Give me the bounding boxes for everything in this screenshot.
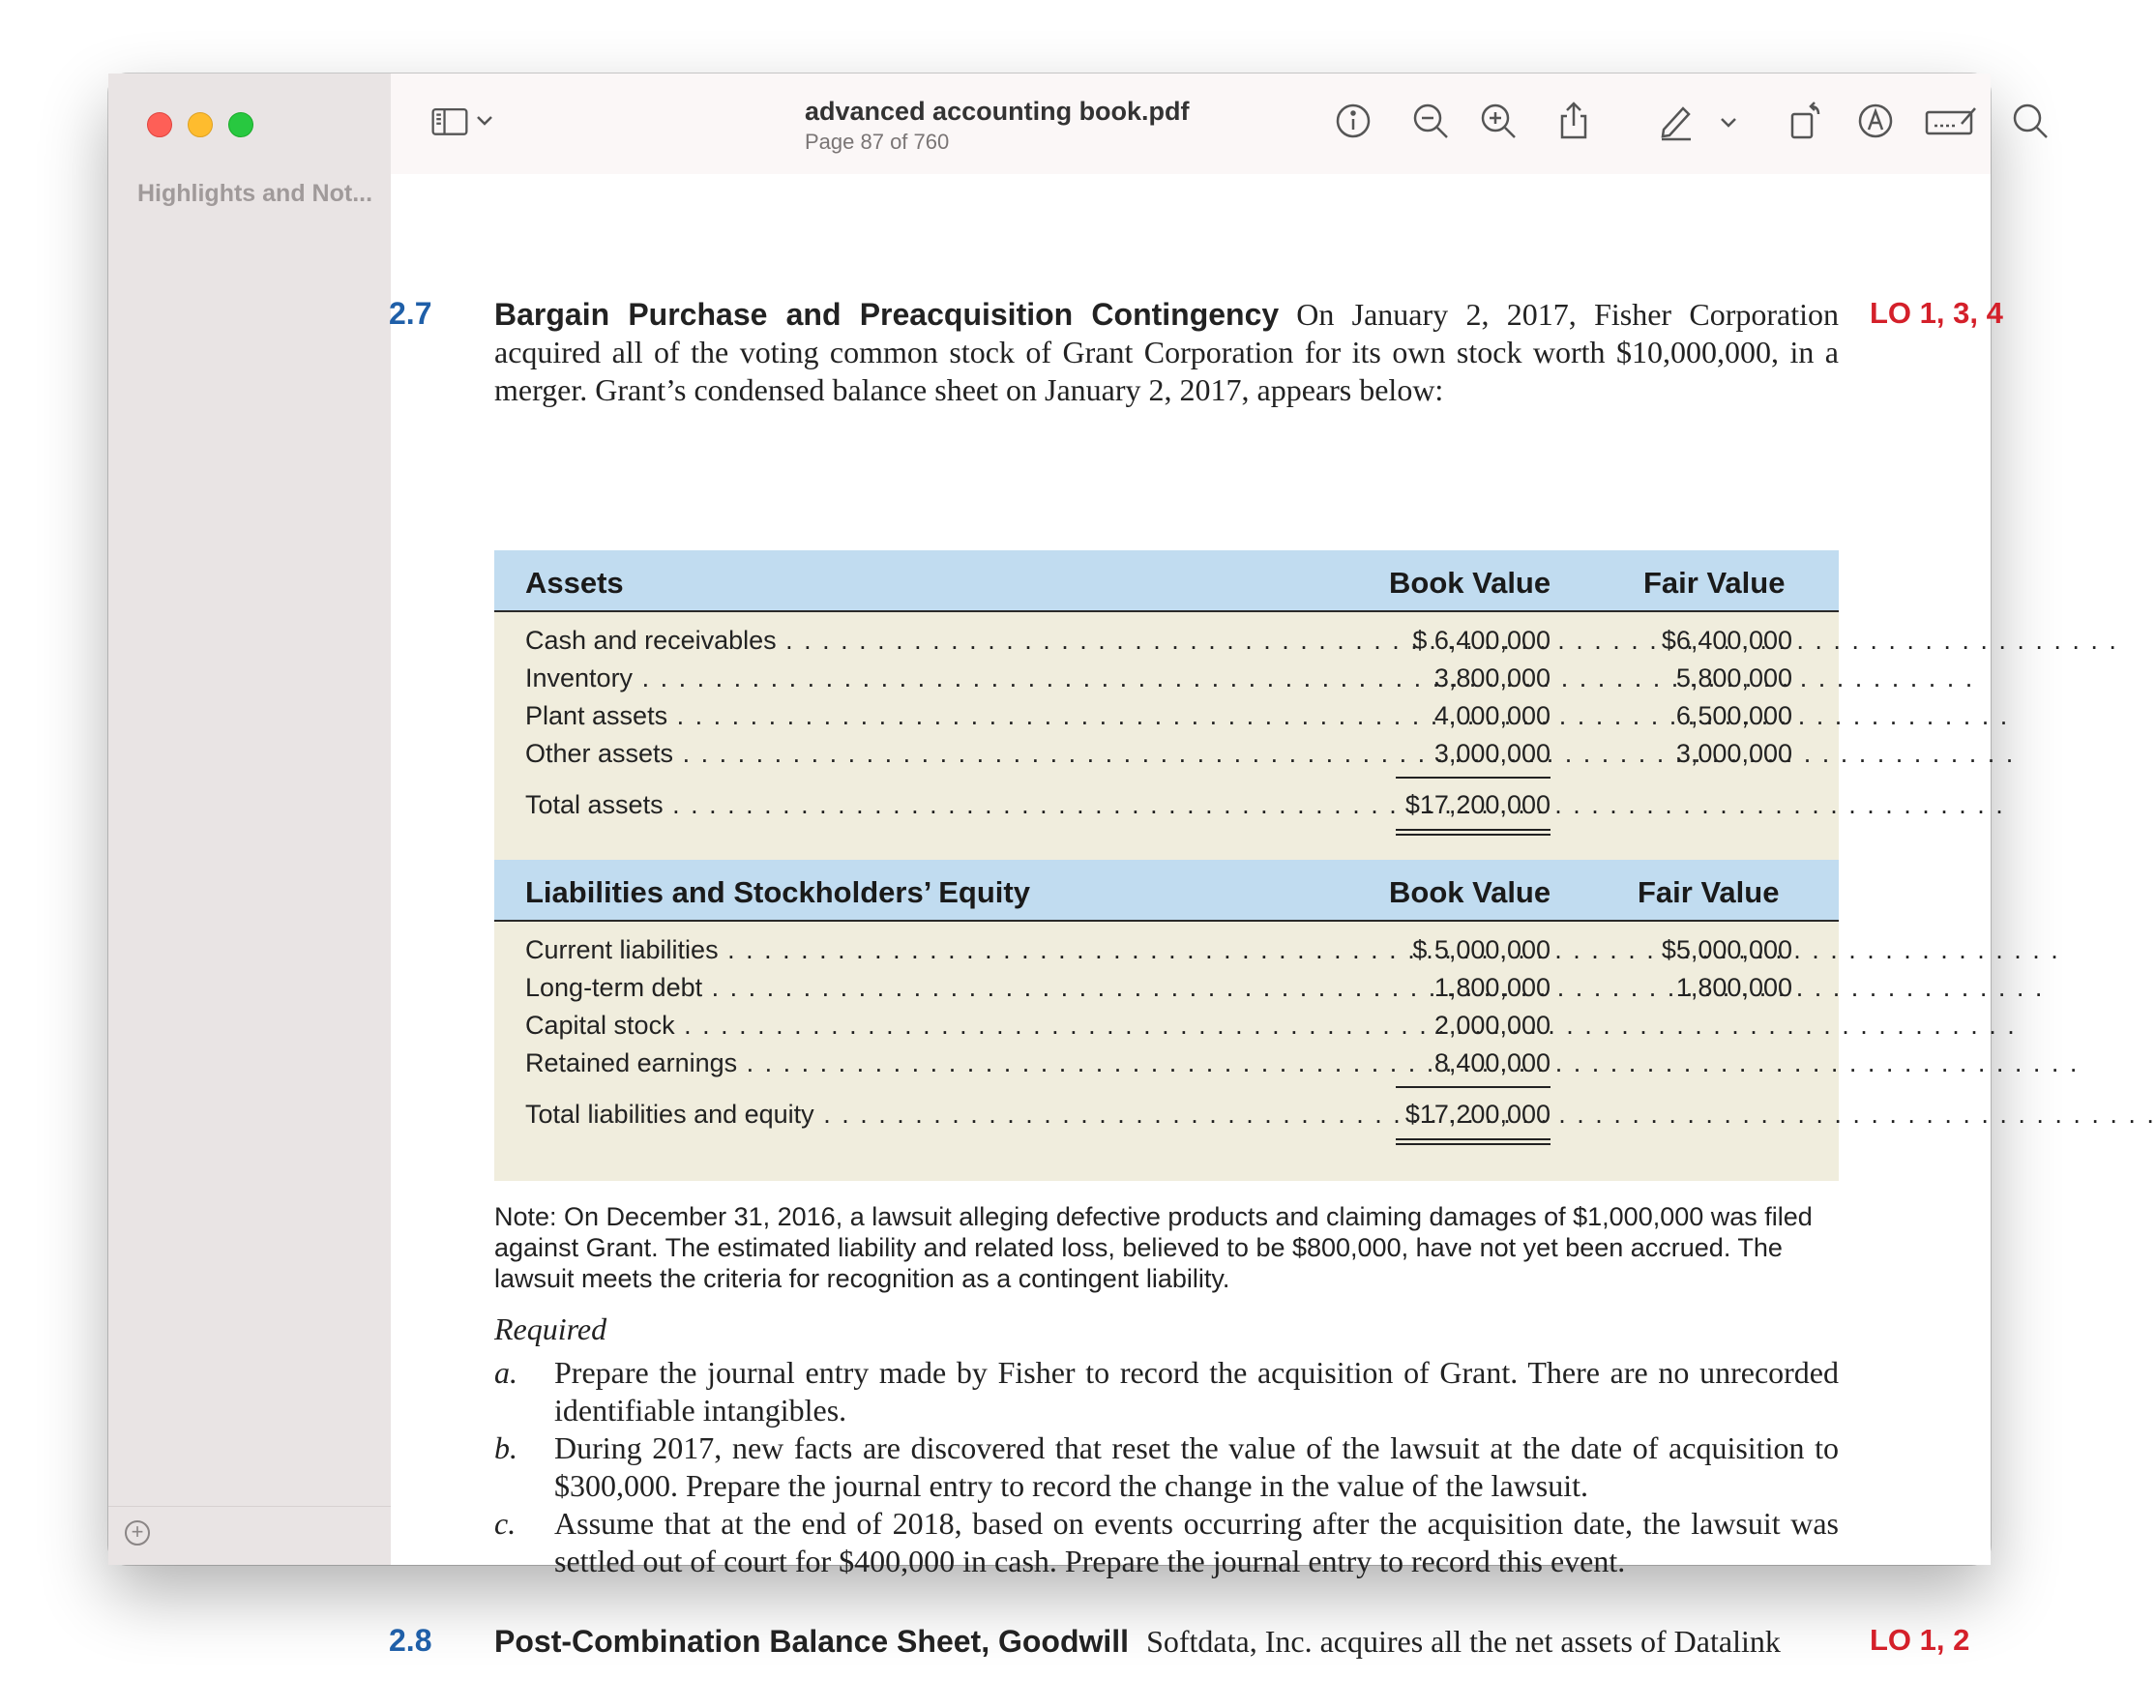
row-label: Current liabilities . . . [525, 935, 1374, 965]
row-book-value: 3,000,000 [1433, 739, 1551, 768]
row-book-value: $ 5,000,000 [1412, 935, 1551, 964]
fair-value-header: Fair Value [1643, 566, 1786, 600]
sidebar-footer [108, 1506, 391, 1565]
table-row [494, 969, 1839, 1007]
rotate-icon[interactable] [1784, 99, 1828, 143]
learning-objectives: LO 1, 3, 4 [1870, 296, 2003, 330]
row-book-value: 1,800,000 [1433, 973, 1551, 1002]
preview-window [108, 74, 2003, 1659]
table-row [494, 1045, 1839, 1082]
zoom-window-button[interactable] [228, 112, 253, 137]
row-book-value: 8,400,000 [1433, 1048, 1551, 1077]
total-double-underline [1396, 829, 1551, 836]
next-problem-intro-text: Softdata, Inc. acquires all the net assets of Datalink [1146, 1624, 1781, 1659]
sidebar-icon[interactable] [429, 99, 470, 143]
plus-circle-icon[interactable]: + [125, 1520, 150, 1546]
chevron-down-icon[interactable] [474, 99, 495, 143]
liabilities-header [494, 860, 1839, 922]
sidebar-title: Highlights and Not... [137, 180, 373, 207]
required-text: Assume that at the end of 2018, based on events occurring after the acquisition date, the lawsuit was settled out of court for $400,000 in cash. Prepare the journal entry to record this event. [554, 1506, 1839, 1578]
document-title: advanced accounting book.pdf [805, 97, 1190, 126]
table-row [494, 622, 1839, 660]
required-letter: c. [494, 1506, 517, 1541]
row-label: Plant assets . . . [525, 701, 1374, 731]
total-row [494, 1096, 1839, 1134]
zoom-in-icon[interactable] [1476, 99, 1521, 143]
assets-header [494, 550, 1839, 612]
problem-intro [494, 296, 1839, 409]
total-double-underline [1396, 1138, 1551, 1145]
row-label: Retained earnings . . . [525, 1048, 1374, 1078]
row-fair-value: 5,800,000 [1675, 663, 1792, 692]
table-row [494, 660, 1839, 697]
table-row [494, 735, 1839, 773]
assets-header-label: Assets [525, 566, 624, 600]
required-title: Required [494, 1311, 607, 1346]
row-label: Other assets . . . [525, 739, 1374, 769]
share-icon[interactable] [1551, 99, 1596, 143]
required-text: During 2017, new facts are discovered that reset the value of the lawsuit at the date of acquisition to $300,000. Prepare the journal entry to record the change in the value of the lawsuit. [554, 1430, 1839, 1503]
problem-intro-text: On January 2, 2017, Fisher Corporation acquired all of the voting common stock of Grant Corporation for its own stock worth $10,000,000, in a merger. Grant’s condensed balance sheet on January 2, 2017, appears below: [494, 297, 1840, 407]
lawsuit-note: Note: On December 31, 2016, a lawsuit alleging defective products and claiming damages of $1,000,000 was filed against Grant. The estimated liability and related loss, believed to be $800,000, have not yet been accrued. The lawsuit meets the criteria for recognition as a contingent liability. [494, 1202, 1813, 1293]
info-icon[interactable] [1331, 99, 1375, 143]
zoom-out-icon[interactable] [1408, 99, 1453, 143]
next-learning-objectives: LO 1, 2 [1870, 1623, 1970, 1657]
next-problem-heading: Post-Combination Balance Sheet, Goodwill [494, 1624, 1130, 1659]
row-book-value: 4,000,000 [1433, 701, 1551, 730]
chevron-down-icon[interactable] [1718, 99, 1739, 143]
row-fair-value: $5,000,000 [1661, 935, 1792, 964]
row-book-value: $ 6,400,000 [1412, 626, 1551, 655]
minimize-window-button[interactable] [188, 112, 213, 137]
required-text: Prepare the journal entry made by Fisher to record the acquisition of Grant. There are no unrecorded identifiable intangibles. [554, 1355, 1839, 1428]
table-row [494, 1007, 1839, 1045]
next-problem-intro [494, 1623, 1839, 1661]
page-indicator: Page 87 of 760 [805, 130, 950, 154]
table-row [494, 931, 1839, 969]
fair-value-header: Fair Value [1638, 875, 1780, 909]
required-letter: a. [494, 1355, 517, 1390]
row-label: Total assets . . . [525, 790, 1374, 820]
row-book-value: 3,800,000 [1433, 663, 1551, 692]
pdf-page[interactable] [389, 174, 2003, 1659]
row-book-value: $17,200,000 [1404, 1100, 1551, 1129]
total-row [494, 786, 1839, 824]
row-fair-value: 3,000,000 [1675, 739, 1792, 768]
row-book-value: $17,200,000 [1404, 790, 1551, 819]
subtotal-underline [1396, 1086, 1551, 1088]
row-fair-value: $6,400,000 [1661, 626, 1792, 655]
markup-icon[interactable] [1853, 99, 1898, 143]
row-book-value: 2,000,000 [1433, 1011, 1551, 1040]
search-icon[interactable] [2008, 99, 2053, 143]
liabilities-header-label: Liabilities and Stockholders’ Equity [525, 875, 1030, 909]
close-window-button[interactable] [147, 112, 172, 137]
row-label: Capital stock . . . [525, 1011, 1374, 1041]
problem-number: 2.7 [389, 296, 432, 331]
toolbar [391, 74, 1991, 175]
book-value-header: Book Value [1389, 875, 1551, 909]
problem-heading: Bargain Purchase and Preacquisition Contingency [494, 297, 1280, 332]
table-row [494, 697, 1839, 735]
window-controls [147, 112, 253, 137]
highlight-pen-icon[interactable] [1654, 99, 1698, 143]
row-label: Total liabilities and equity . . . [525, 1100, 1374, 1130]
balance-sheet-table [494, 550, 1839, 1181]
row-fair-value: 1,800,000 [1675, 973, 1792, 1002]
row-label: Cash and receivables . . . [525, 626, 1374, 656]
book-value-header: Book Value [1389, 566, 1551, 600]
sidebar [108, 74, 392, 1565]
row-label: Inventory . . . [525, 663, 1374, 693]
row-fair-value: 6,500,000 [1675, 701, 1792, 730]
required-letter: b. [494, 1430, 517, 1465]
next-problem-number: 2.8 [389, 1623, 432, 1658]
signature-icon[interactable] [1923, 99, 1979, 143]
subtotal-underline [1396, 777, 1551, 779]
row-label: Long-term debt . . . [525, 973, 1374, 1003]
